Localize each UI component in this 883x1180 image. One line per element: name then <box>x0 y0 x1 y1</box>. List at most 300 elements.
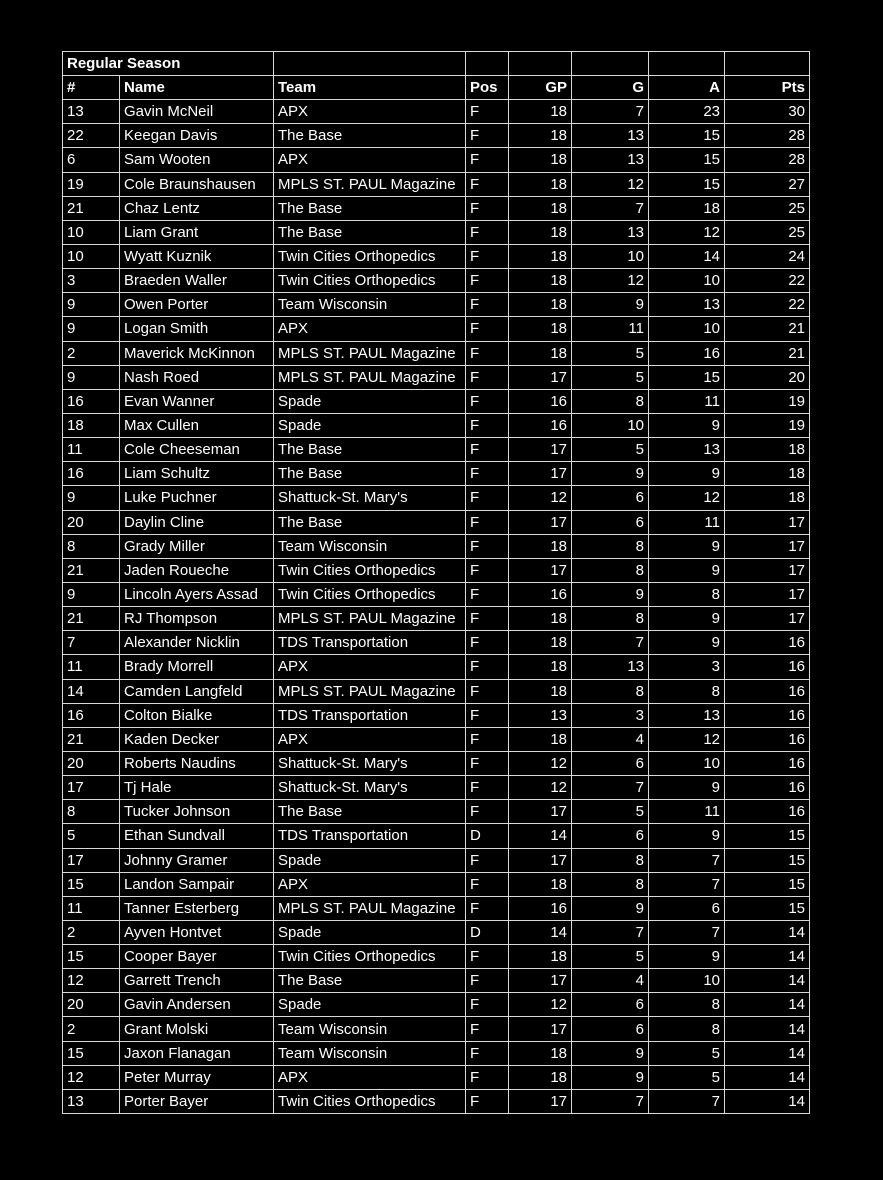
name-cell: Liam Schultz <box>120 462 274 486</box>
pts-cell: 15 <box>725 872 810 896</box>
pos-cell: F <box>466 582 509 606</box>
gp-cell: 17 <box>509 510 572 534</box>
team-cell: Spade <box>274 920 466 944</box>
team-cell: MPLS ST. PAUL Magazine <box>274 679 466 703</box>
team-cell: The Base <box>274 800 466 824</box>
a-cell: 9 <box>649 607 725 631</box>
pos-cell: F <box>466 607 509 631</box>
table-row <box>63 341 810 365</box>
gp-cell: 16 <box>509 896 572 920</box>
gp-cell: 18 <box>509 945 572 969</box>
team-cell: The Base <box>274 462 466 486</box>
name-cell: Jaden Roueche <box>120 558 274 582</box>
name-cell: Alexander Nicklin <box>120 631 274 655</box>
pos-cell: F <box>466 558 509 582</box>
pos-cell: F <box>466 365 509 389</box>
gp-cell: 17 <box>509 1017 572 1041</box>
pos-cell: F <box>466 945 509 969</box>
gp-cell: 17 <box>509 969 572 993</box>
name-cell: Tj Hale <box>120 776 274 800</box>
table-row <box>63 727 810 751</box>
pos-cell: F <box>466 896 509 920</box>
number-cell: 20 <box>63 510 120 534</box>
pts-cell: 16 <box>725 703 810 727</box>
pos-cell: F <box>466 1089 509 1113</box>
number-cell: 2 <box>63 920 120 944</box>
number-cell: 16 <box>63 462 120 486</box>
pts-cell: 18 <box>725 438 810 462</box>
table-row <box>63 945 810 969</box>
pts-cell: 15 <box>725 824 810 848</box>
name-cell: Ethan Sundvall <box>120 824 274 848</box>
pts-cell: 21 <box>725 317 810 341</box>
number-cell: 11 <box>63 896 120 920</box>
a-cell: 7 <box>649 1089 725 1113</box>
pts-cell: 16 <box>725 800 810 824</box>
number-cell: 11 <box>63 438 120 462</box>
table-row <box>63 993 810 1017</box>
table-row <box>63 244 810 268</box>
a-cell: 13 <box>649 293 725 317</box>
a-cell: 8 <box>649 993 725 1017</box>
pos-cell: D <box>466 920 509 944</box>
team-cell: APX <box>274 317 466 341</box>
a-cell: 15 <box>649 148 725 172</box>
a-cell: 11 <box>649 389 725 413</box>
gp-cell: 14 <box>509 920 572 944</box>
g-cell: 8 <box>572 558 649 582</box>
gp-cell: 17 <box>509 438 572 462</box>
team-cell: APX <box>274 100 466 124</box>
g-cell: 12 <box>572 172 649 196</box>
a-cell: 12 <box>649 220 725 244</box>
g-cell: 6 <box>572 993 649 1017</box>
a-cell: 15 <box>649 172 725 196</box>
name-cell: Jaxon Flanagan <box>120 1041 274 1065</box>
name-cell: Max Cullen <box>120 413 274 437</box>
a-cell: 5 <box>649 1041 725 1065</box>
a-cell: 12 <box>649 727 725 751</box>
pos-cell: F <box>466 100 509 124</box>
g-cell: 11 <box>572 317 649 341</box>
a-cell: 9 <box>649 462 725 486</box>
team-cell: Spade <box>274 389 466 413</box>
pts-cell: 14 <box>725 1065 810 1089</box>
gp-cell: 18 <box>509 727 572 751</box>
gp-cell: 17 <box>509 462 572 486</box>
team-cell: Twin Cities Orthopedics <box>274 269 466 293</box>
team-cell: MPLS ST. PAUL Magazine <box>274 365 466 389</box>
a-cell: 9 <box>649 558 725 582</box>
pts-cell: 27 <box>725 172 810 196</box>
pts-cell: 16 <box>725 655 810 679</box>
g-cell: 8 <box>572 848 649 872</box>
table-row <box>63 607 810 631</box>
a-cell: 13 <box>649 438 725 462</box>
g-cell: 7 <box>572 100 649 124</box>
table-row <box>63 413 810 437</box>
number-cell: 22 <box>63 124 120 148</box>
pts-cell: 17 <box>725 510 810 534</box>
g-cell: 8 <box>572 534 649 558</box>
column-header-name: Name <box>120 76 274 100</box>
gp-cell: 18 <box>509 655 572 679</box>
table-row <box>63 703 810 727</box>
g-cell: 6 <box>572 1017 649 1041</box>
pos-cell: F <box>466 413 509 437</box>
team-cell: Spade <box>274 993 466 1017</box>
name-cell: Logan Smith <box>120 317 274 341</box>
a-cell: 11 <box>649 800 725 824</box>
gp-cell: 17 <box>509 848 572 872</box>
a-cell: 15 <box>649 365 725 389</box>
table-row <box>63 534 810 558</box>
a-cell: 7 <box>649 920 725 944</box>
table-row <box>63 293 810 317</box>
column-header-number: # <box>63 76 120 100</box>
gp-cell: 18 <box>509 148 572 172</box>
team-cell: Team Wisconsin <box>274 293 466 317</box>
pts-cell: 25 <box>725 220 810 244</box>
pos-cell: F <box>466 124 509 148</box>
g-cell: 4 <box>572 727 649 751</box>
name-cell: Porter Bayer <box>120 1089 274 1113</box>
team-cell: Spade <box>274 413 466 437</box>
pts-cell: 17 <box>725 582 810 606</box>
name-cell: Maverick McKinnon <box>120 341 274 365</box>
pos-cell: F <box>466 317 509 341</box>
g-cell: 13 <box>572 655 649 679</box>
pts-cell: 16 <box>725 751 810 775</box>
pos-cell: F <box>466 486 509 510</box>
g-cell: 12 <box>572 269 649 293</box>
name-cell: Luke Puchner <box>120 486 274 510</box>
a-cell: 6 <box>649 896 725 920</box>
g-cell: 9 <box>572 1041 649 1065</box>
team-cell: The Base <box>274 969 466 993</box>
g-cell: 8 <box>572 607 649 631</box>
pts-cell: 19 <box>725 413 810 437</box>
number-cell: 18 <box>63 413 120 437</box>
table-row <box>63 1065 810 1089</box>
name-cell: Grady Miller <box>120 534 274 558</box>
table-row <box>63 389 810 413</box>
pos-cell: F <box>466 389 509 413</box>
pos-cell: F <box>466 293 509 317</box>
name-cell: Cooper Bayer <box>120 945 274 969</box>
table-row <box>63 1089 810 1113</box>
team-cell: MPLS ST. PAUL Magazine <box>274 172 466 196</box>
a-cell: 9 <box>649 945 725 969</box>
pts-cell: 14 <box>725 1089 810 1113</box>
name-cell: Brady Morrell <box>120 655 274 679</box>
a-cell: 9 <box>649 534 725 558</box>
a-cell: 18 <box>649 196 725 220</box>
gp-cell: 14 <box>509 824 572 848</box>
a-cell: 14 <box>649 244 725 268</box>
team-cell: APX <box>274 655 466 679</box>
pts-cell: 14 <box>725 945 810 969</box>
team-cell: Team Wisconsin <box>274 534 466 558</box>
pos-cell: F <box>466 438 509 462</box>
team-cell: APX <box>274 872 466 896</box>
pts-cell: 17 <box>725 607 810 631</box>
gp-cell: 12 <box>509 751 572 775</box>
column-header-g: G <box>572 76 649 100</box>
blank-cell <box>274 52 466 76</box>
pos-cell: F <box>466 727 509 751</box>
name-cell: Ayven Hontvet <box>120 920 274 944</box>
gp-cell: 16 <box>509 413 572 437</box>
table-row <box>63 486 810 510</box>
pts-cell: 15 <box>725 896 810 920</box>
pos-cell: F <box>466 220 509 244</box>
team-cell: Twin Cities Orthopedics <box>274 582 466 606</box>
blank-cell <box>649 52 725 76</box>
column-header-pts: Pts <box>725 76 810 100</box>
gp-cell: 18 <box>509 244 572 268</box>
column-header-a: A <box>649 76 725 100</box>
team-cell: The Base <box>274 220 466 244</box>
pos-cell: F <box>466 751 509 775</box>
a-cell: 3 <box>649 655 725 679</box>
pos-cell: F <box>466 269 509 293</box>
column-header-gp: GP <box>509 76 572 100</box>
g-cell: 6 <box>572 751 649 775</box>
gp-cell: 12 <box>509 993 572 1017</box>
table-row <box>63 365 810 389</box>
g-cell: 9 <box>572 462 649 486</box>
pos-cell: F <box>466 148 509 172</box>
name-cell: Lincoln Ayers Assad <box>120 582 274 606</box>
table-row <box>63 896 810 920</box>
number-cell: 15 <box>63 945 120 969</box>
number-cell: 21 <box>63 727 120 751</box>
number-cell: 21 <box>63 558 120 582</box>
pos-cell: F <box>466 1017 509 1041</box>
team-cell: TDS Transportation <box>274 631 466 655</box>
name-cell: Daylin Cline <box>120 510 274 534</box>
g-cell: 13 <box>572 148 649 172</box>
pts-cell: 25 <box>725 196 810 220</box>
number-cell: 3 <box>63 269 120 293</box>
gp-cell: 12 <box>509 486 572 510</box>
a-cell: 12 <box>649 486 725 510</box>
gp-cell: 13 <box>509 703 572 727</box>
g-cell: 9 <box>572 293 649 317</box>
pts-cell: 16 <box>725 679 810 703</box>
table-row <box>63 679 810 703</box>
a-cell: 9 <box>649 413 725 437</box>
number-cell: 21 <box>63 196 120 220</box>
name-cell: Braeden Waller <box>120 269 274 293</box>
number-cell: 11 <box>63 655 120 679</box>
g-cell: 5 <box>572 945 649 969</box>
a-cell: 23 <box>649 100 725 124</box>
team-cell: Twin Cities Orthopedics <box>274 945 466 969</box>
g-cell: 7 <box>572 1089 649 1113</box>
pos-cell: F <box>466 679 509 703</box>
g-cell: 7 <box>572 631 649 655</box>
g-cell: 10 <box>572 413 649 437</box>
gp-cell: 18 <box>509 679 572 703</box>
name-cell: Evan Wanner <box>120 389 274 413</box>
number-cell: 12 <box>63 969 120 993</box>
team-cell: The Base <box>274 510 466 534</box>
number-cell: 20 <box>63 993 120 1017</box>
gp-cell: 16 <box>509 582 572 606</box>
pts-cell: 14 <box>725 920 810 944</box>
name-cell: Johnny Gramer <box>120 848 274 872</box>
section-title: Regular Season <box>63 52 274 76</box>
team-cell: Twin Cities Orthopedics <box>274 244 466 268</box>
table-row <box>63 776 810 800</box>
number-cell: 8 <box>63 534 120 558</box>
table-row <box>63 462 810 486</box>
table-row <box>63 824 810 848</box>
gp-cell: 16 <box>509 389 572 413</box>
section-title-row <box>63 52 810 76</box>
g-cell: 8 <box>572 389 649 413</box>
blank-cell <box>572 52 649 76</box>
name-cell: Tucker Johnson <box>120 800 274 824</box>
g-cell: 9 <box>572 582 649 606</box>
a-cell: 10 <box>649 317 725 341</box>
number-cell: 17 <box>63 848 120 872</box>
a-cell: 7 <box>649 848 725 872</box>
g-cell: 5 <box>572 341 649 365</box>
pts-cell: 14 <box>725 1017 810 1041</box>
g-cell: 10 <box>572 244 649 268</box>
a-cell: 13 <box>649 703 725 727</box>
pts-cell: 14 <box>725 969 810 993</box>
g-cell: 6 <box>572 510 649 534</box>
name-cell: Camden Langfeld <box>120 679 274 703</box>
name-cell: Nash Roed <box>120 365 274 389</box>
a-cell: 10 <box>649 751 725 775</box>
a-cell: 11 <box>649 510 725 534</box>
gp-cell: 18 <box>509 124 572 148</box>
gp-cell: 18 <box>509 1041 572 1065</box>
header-row <box>63 76 810 100</box>
g-cell: 3 <box>572 703 649 727</box>
pos-cell: F <box>466 776 509 800</box>
pos-cell: F <box>466 172 509 196</box>
a-cell: 5 <box>649 1065 725 1089</box>
pos-cell: F <box>466 462 509 486</box>
name-cell: Wyatt Kuznik <box>120 244 274 268</box>
gp-cell: 18 <box>509 196 572 220</box>
blank-cell <box>466 52 509 76</box>
name-cell: RJ Thompson <box>120 607 274 631</box>
name-cell: Peter Murray <box>120 1065 274 1089</box>
number-cell: 7 <box>63 631 120 655</box>
pos-cell: F <box>466 631 509 655</box>
column-header-team: Team <box>274 76 466 100</box>
name-cell: Owen Porter <box>120 293 274 317</box>
team-cell: The Base <box>274 124 466 148</box>
gp-cell: 18 <box>509 341 572 365</box>
name-cell: Tanner Esterberg <box>120 896 274 920</box>
table-row <box>63 1041 810 1065</box>
a-cell: 10 <box>649 269 725 293</box>
gp-cell: 12 <box>509 776 572 800</box>
pts-cell: 19 <box>725 389 810 413</box>
table-row <box>63 148 810 172</box>
g-cell: 8 <box>572 679 649 703</box>
a-cell: 8 <box>649 582 725 606</box>
g-cell: 5 <box>572 365 649 389</box>
number-cell: 9 <box>63 293 120 317</box>
g-cell: 13 <box>572 220 649 244</box>
a-cell: 8 <box>649 679 725 703</box>
number-cell: 16 <box>63 389 120 413</box>
a-cell: 15 <box>649 124 725 148</box>
table-row <box>63 920 810 944</box>
table-row <box>63 655 810 679</box>
table-row <box>63 1017 810 1041</box>
pos-cell: F <box>466 800 509 824</box>
g-cell: 4 <box>572 969 649 993</box>
name-cell: Liam Grant <box>120 220 274 244</box>
pts-cell: 18 <box>725 462 810 486</box>
number-cell: 9 <box>63 582 120 606</box>
pos-cell: F <box>466 703 509 727</box>
name-cell: Sam Wooten <box>120 148 274 172</box>
gp-cell: 18 <box>509 293 572 317</box>
name-cell: Garrett Trench <box>120 969 274 993</box>
team-cell: Shattuck-St. Mary's <box>274 751 466 775</box>
pts-cell: 16 <box>725 776 810 800</box>
pos-cell: F <box>466 244 509 268</box>
g-cell: 9 <box>572 896 649 920</box>
table-row <box>63 124 810 148</box>
table-row <box>63 582 810 606</box>
name-cell: Cole Cheeseman <box>120 438 274 462</box>
team-cell: APX <box>274 1065 466 1089</box>
pts-cell: 30 <box>725 100 810 124</box>
table-row <box>63 631 810 655</box>
g-cell: 8 <box>572 872 649 896</box>
a-cell: 9 <box>649 824 725 848</box>
table-row <box>63 751 810 775</box>
name-cell: Chaz Lentz <box>120 196 274 220</box>
team-cell: Spade <box>274 848 466 872</box>
number-cell: 16 <box>63 703 120 727</box>
a-cell: 9 <box>649 631 725 655</box>
table-row <box>63 969 810 993</box>
team-cell: TDS Transportation <box>274 703 466 727</box>
table-row <box>63 317 810 341</box>
number-cell: 6 <box>63 148 120 172</box>
pos-cell: F <box>466 969 509 993</box>
table-row <box>63 100 810 124</box>
g-cell: 7 <box>572 776 649 800</box>
team-cell: Shattuck-St. Mary's <box>274 486 466 510</box>
name-cell: Landon Sampair <box>120 872 274 896</box>
number-cell: 15 <box>63 1041 120 1065</box>
pos-cell: F <box>466 1041 509 1065</box>
table-row <box>63 220 810 244</box>
g-cell: 6 <box>572 824 649 848</box>
team-cell: The Base <box>274 196 466 220</box>
number-cell: 8 <box>63 800 120 824</box>
number-cell: 19 <box>63 172 120 196</box>
number-cell: 9 <box>63 317 120 341</box>
number-cell: 20 <box>63 751 120 775</box>
team-cell: MPLS ST. PAUL Magazine <box>274 341 466 365</box>
number-cell: 9 <box>63 365 120 389</box>
